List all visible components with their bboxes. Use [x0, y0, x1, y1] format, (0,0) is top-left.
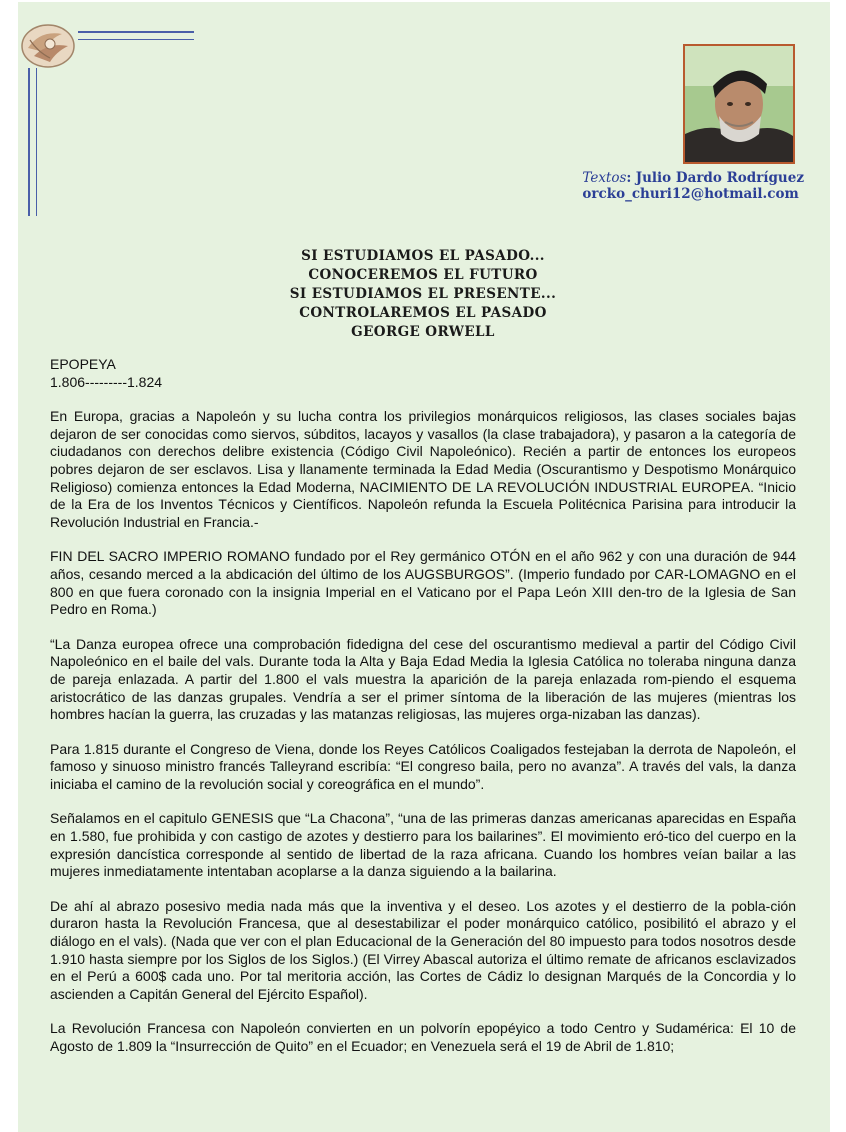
paragraph: “La Danza europea ofrece una comprobación fidedigna del cese del oscurantismo medieval a partir del Código Civil Napoleónico en el baile del vals. Durante toda la Alta y Baja Edad Media la Iglesia Católica no toleraba ninguna danza de pareja enlazada. A partir del 1.800 el vals muestra la aparición de la pareja enlazada rom-piendo el esquema aristocrático de las danzas grupales. Vendría a ser el primer síntoma de la liberación de las mujeres (mientras los hombres hacían la guerra, las cruzadas y las matanzas religiosas, las mujeres orga-nizaban las danzas).: [50, 635, 796, 723]
author-photo: [683, 44, 795, 164]
paragraph: En Europa, gracias a Napoleón y su lucha contra los privilegios monárquicos religiosos, las clases sociales bajas dejaron de ser conocidas como siervos, súbditos, lacayos y vasallos (la clase trabajadora), y pasaron a la categoría de ciudadanos con derechos delibre existencia (Código Civil Napoleónico). Recién a partir de entonces los europeos pobres dejaron de ser esclavos. Lisa y llanamente terminada la Edad Media (Oscurantismo y Despotismo Monárquico Religioso) comienza entonces la Edad Moderna, NACIMIENTO DE LA REVOLUCIÓN INDUSTRIAL EUROPEA. “Inicio de la Era de los Inventos Técnicos y Científicos. Napoleón refunda la Escuela Politécnica Parisina para introducir la Revolución Industrial en Francia.-: [50, 408, 796, 530]
author-credits: [582, 170, 804, 202]
article-heading: EPOPEYA: [50, 356, 116, 372]
credit-label: Textos: [582, 170, 627, 186]
decorative-rule-vertical: [28, 68, 37, 216]
article-dates: 1.806---------1.824: [50, 373, 163, 390]
paragraph: FIN DEL SACRO IMPERIO ROMANO fundado por el Rey germánico OTÓN en el año 962 y con una duración de 944 años, cesando merced a la abdicación del último de los AUGSBURGOS”. (Imperio fundado por CAR-LOMAGNO en el 800 en que fuera coronado con la insignia Imperial en el Vaticano por el Papa León XIII den-tro de la Iglesia de San Pedro en Roma.): [50, 548, 796, 618]
credit-line: [582, 170, 804, 186]
quote-line: SI ESTUDIAMOS EL PRESENTE...: [289, 286, 557, 302]
quote-line: SI ESTUDIAMOS EL PASADO...: [301, 248, 545, 264]
paragraph: Señalamos en el capitulo GENESIS que “La Chacona”, “una de las primeras danzas americanas aparecidas en España en 1.580, fue prohibida y con castigo de azotes y destierro para los bailarines”. El movimiento eró-tico del cuerpo en la expresión dancística corresponde al sentido de libertad de la raza africana. Cuando los hombres veían bailar a las mujeres inmediatamente intentaban acoplarse a la danza siguiendo a la bailarina.: [50, 810, 796, 880]
article-body: [50, 356, 796, 1073]
quote-author: GEORGE ORWELL: [351, 324, 495, 340]
author-name: Julio Dardo Rodríguez: [635, 170, 804, 186]
author-email[interactable]: orcko_churi12@hotmail.com: [582, 186, 799, 202]
epigraph-quote: [0, 247, 846, 342]
paragraph: La Revolución Francesa con Napoleón convierten en un polvorín epopéyico a todo Centro y Sudamérica: El 10 de Agosto de 1.809 la “Insurrección de Quito” en el Ecuador; en Venezuela será el 19 de Abril de 1.810;: [50, 1020, 796, 1054]
quote-line: CONOCEREMOS EL FUTURO: [308, 267, 538, 283]
decorative-rule-horizontal: [78, 31, 194, 40]
credit-separator: :: [626, 170, 632, 186]
quote-line: CONTROLAREMOS EL PASADO: [299, 305, 547, 321]
paragraph: De ahí al abrazo posesivo media nada más que la inventiva y el deseo. Los azotes y el destierro de la pobla-ción duraron hasta la Revolución Francesa, que al desestabilizar el poder monárquico católico, posibilitó el abrazo y el diálogo en el vals). (Nada que ver con el plan Educacional de la Generación del 80 impuesto para todos nosotros desde 1.910 hasta siempre por los Siglos de los Siglos.) (El Virrey Abascal autoriza el último remate de africanos esclavizados en el Perú a 600$ cada uno. Por tal meritoria acción, las Cortes de Cádiz lo designan Marqués de la Concordia y lo ascienden a Capitán General del Ejército Español).: [50, 897, 796, 1002]
shell-logo-icon: [20, 22, 76, 70]
paragraph: Para 1.815 durante el Congreso de Viena, donde los Reyes Católicos Coaligados festejaban la derrota de Napoleón, el famoso y sinuoso ministro francés Talleyrand escribía: “El congreso baila, pero no avanza”. A través del vals, la danza iniciaba el camino de la revolución social y coreográfica en el mundo”.: [50, 740, 796, 792]
